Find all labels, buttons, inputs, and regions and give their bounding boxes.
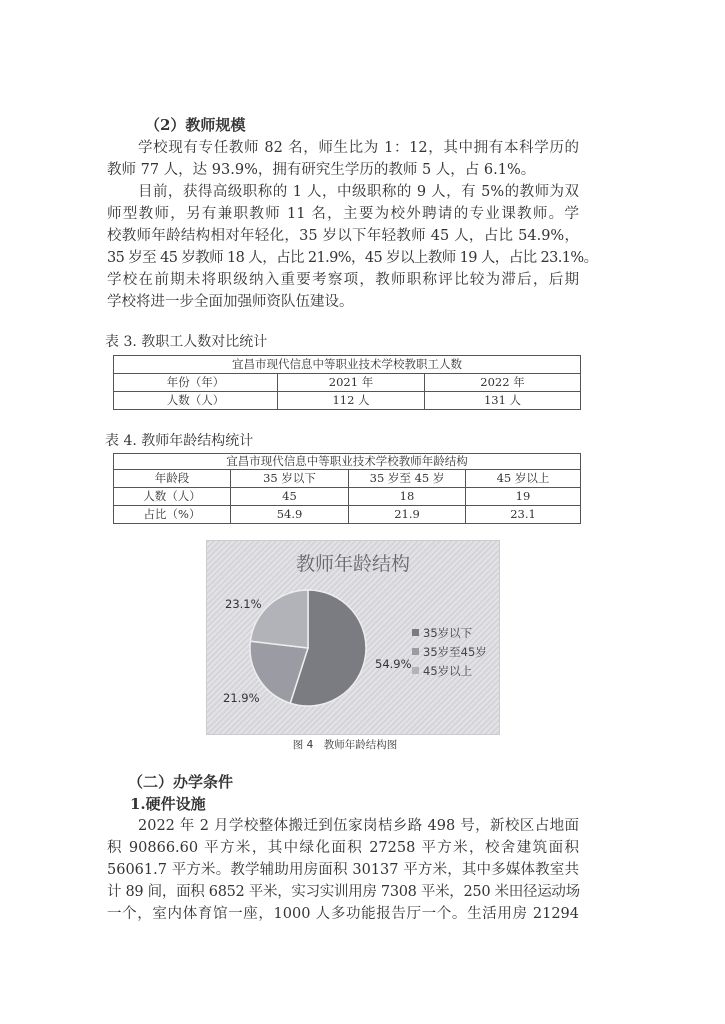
paragraph-line: 35 岁至 45 岁教师 18 人，占比 21.9%，45 岁以上教师 19 人，占比 23.1%。 xyxy=(107,250,598,266)
table-cell: 54.9 xyxy=(231,506,349,524)
section-heading-conditions: （二）办学条件 xyxy=(128,773,234,791)
paragraph-line: 计 89 间，面积 6852 平米，实习实训用房 7308 平米，250 米田径运动场 xyxy=(107,884,580,900)
table-cell: 2022 年 xyxy=(425,374,581,392)
table-row xyxy=(114,506,581,524)
table-cell: 112 人 xyxy=(278,392,425,410)
table-row xyxy=(114,470,581,488)
table-cell: 45 岁以上 xyxy=(466,470,581,488)
table-row xyxy=(114,392,581,410)
data-label: 54.9% xyxy=(375,657,412,671)
table-cell: 131 人 xyxy=(425,392,581,410)
table-row xyxy=(114,374,581,392)
paragraph-line: 教师 77 人，达 93.9%，拥有研究生学历的教师 5 人，占 6.1%。 xyxy=(107,162,536,178)
table-cell: 35 岁至 45 岁 xyxy=(349,470,466,488)
paragraph-line: 师型教师，另有兼职教师 11 名，主要为校外聘请的专业课教师。学 xyxy=(107,206,579,222)
table4-caption: 表 4. 教师年龄结构统计 xyxy=(105,433,254,449)
table-cell: 2021 年 xyxy=(278,374,425,392)
paragraph-line: 56061.7 平方米。教学辅助用房面积 30137 平方米，其中多媒体教室共 xyxy=(107,862,579,878)
chart-legend xyxy=(412,623,487,680)
paragraph-line: 2022 年 2 月学校整体搬迁到伍家岗桔乡路 498 号，新校区占地面 xyxy=(138,818,579,834)
figure-caption: 图 4 教师年龄结构图 xyxy=(292,739,398,751)
table-cell: 35 岁以下 xyxy=(231,470,349,488)
age-structure-pie-chart xyxy=(206,540,500,735)
paragraph-line: 一个，室内体育馆一座，1000 人多功能报告厅一个。生活用房 21294 xyxy=(107,906,579,922)
paragraph-line: 学校在前期未将职级纳入重要考察项，教师职称评比较为滞后，后期 xyxy=(107,272,579,288)
table3-caption: 表 3. 教职工人数对比统计 xyxy=(105,334,268,350)
table-title: 宜昌市现代信息中等职业技术学校教职工人数 xyxy=(114,356,581,374)
staff-count-table xyxy=(113,355,581,410)
paragraph-line: 校教师年龄结构相对年轻化，35 岁以下年轻教师 45 人，占比 54.9%， xyxy=(107,228,579,244)
table-cell: 人数（人） xyxy=(114,488,231,506)
legend-item xyxy=(412,623,487,642)
data-label: 23.1% xyxy=(225,597,262,611)
table-cell: 23.1 xyxy=(466,506,581,524)
table-cell: 年份（年） xyxy=(114,374,278,392)
paragraph-line: 学校将进一步全面加强师资队伍建设。 xyxy=(107,294,354,310)
subheading-hardware: 1.硬件设施 xyxy=(130,795,206,813)
table-cell: 45 xyxy=(231,488,349,506)
table-cell: 18 xyxy=(349,488,466,506)
paragraph-line: 目前，获得高级职称的 1 人，中级职称的 9 人，有 5%的教师为双 xyxy=(138,184,579,200)
legend-label: 35岁以下 xyxy=(423,625,473,640)
table-cell: 21.9 xyxy=(349,506,466,524)
table-cell: 年龄段 xyxy=(114,470,231,488)
legend-item xyxy=(412,661,487,680)
legend-swatch xyxy=(412,667,419,674)
legend-label: 45岁以上 xyxy=(423,663,473,678)
table-title: 宜昌市现代信息中等职业技术学校教师年龄结构 xyxy=(114,454,581,470)
table-cell: 占比（%） xyxy=(114,506,231,524)
table-cell: 19 xyxy=(466,488,581,506)
table-row xyxy=(114,488,581,506)
section-heading-teacher-scale: （2）教师规模 xyxy=(145,116,246,134)
teacher-age-table xyxy=(113,453,581,524)
legend-swatch xyxy=(412,648,419,655)
legend-swatch xyxy=(412,629,419,636)
chart-title: 教师年龄结构 xyxy=(295,553,410,575)
paragraph-line: 学校现有专任教师 82 名，师生比为 1：12，其中拥有本科学历的 xyxy=(138,140,579,156)
legend-label: 35岁至45岁 xyxy=(423,644,487,659)
table-cell: 人数（人） xyxy=(114,392,278,410)
legend-item xyxy=(412,642,487,661)
paragraph-line: 积 90866.60 平方米，其中绿化面积 27258 平方米，校舍建筑面积 xyxy=(107,840,579,856)
data-label: 21.9% xyxy=(223,691,260,705)
